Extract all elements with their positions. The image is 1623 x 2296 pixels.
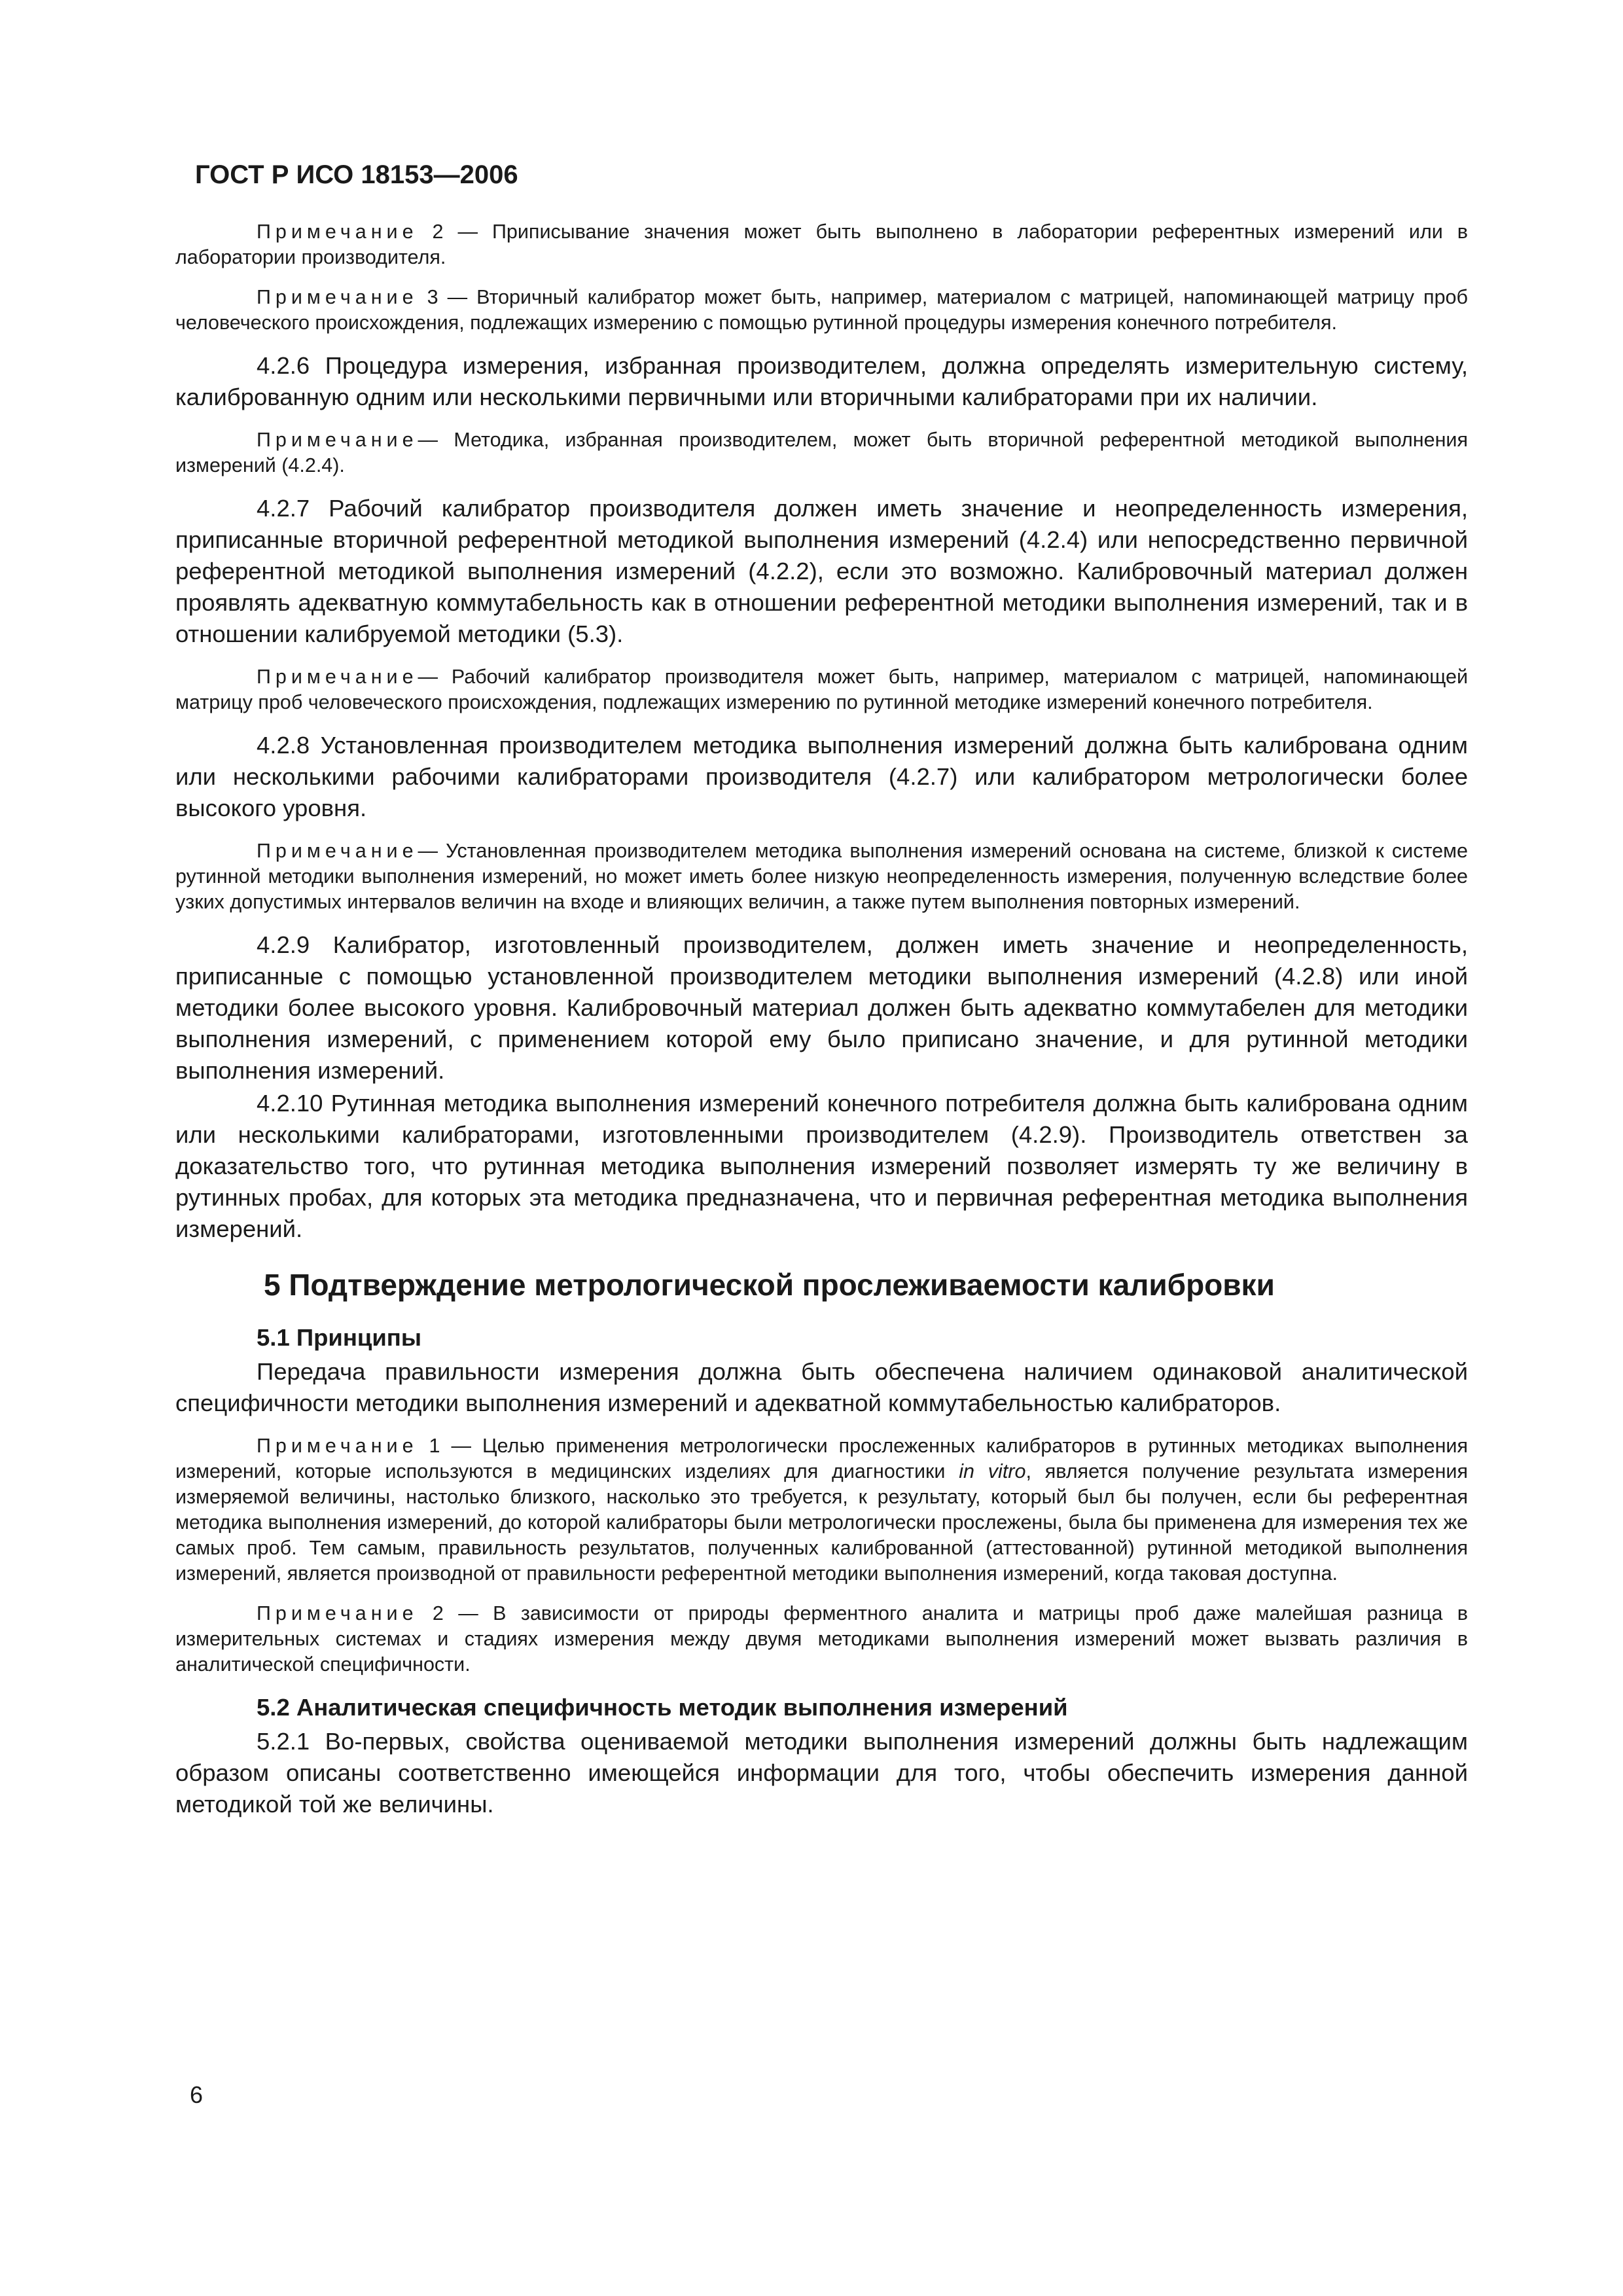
paragraph-5-2-1: 5.2.1 Во-первых, свойства оцениваемой методики выполнения измерений должны быть надлежащим образом описаны соответственно имеющейся информации для того, чтобы обеспечить измерения данной методикой той же величины. [175, 1728, 1468, 1818]
paragraph-4-2-10: 4.2.10 Рутинная методика выполнения измерений конечного потребителя должна быть калибрована одним или несколькими калибраторами, изготовленными производителем (4.2.9). Производитель ответствен за доказательство того, что рутинная методика выполнения измерений позволяет измерять ту же величину в рутинных пробах, для которых эта методика предназначена, что и первичная референтная методика выполнения измерений. [175, 1090, 1468, 1242]
paragraph-4-2-9: 4.2.9 Калибратор, изготовленный производителем, должен иметь значение и неопределенность, приписанные с помощью установленной производителем методики выполнения измерений (4.2.8) или иной методики более высокого уровня. Калибровочный материал должен быть адекватно коммутабелен для методики выполнения измерений, с применением которой ему было приписано значение, и для рутинной методики выполнения измерений. [175, 931, 1468, 1084]
note-working-calibrator: Примечание— Рабочий калибратор производителя может быть, например, материалом с матрицей, напоминающей матрицу проб человеческого происхождения, подлежащих измерению по рутинной методике измерений конечного потребителя. [175, 666, 1468, 713]
page-number: 6 [190, 2081, 204, 2108]
note-1-purpose: Примечание 1 — Целью применения метрологически прослеженных калибраторов в рутинных методиках выполнения измерений, которые используются в медицинских изделиях для диагностики in vitro, является получение результата измерения измеряемой величины, настолько близкого, насколько это требуется, к результату, который был бы получен, если бы референтная методика выполнения измерений, до которой калибраторы были метрологически прослежены, была бы применена для измерения тех же самых проб. Тем самым, правильность результатов, полученных калиброванной (аттестованной) рутинной методикой выполнения измерений, является производной от правильности референтной методики выполнения измерений, когда таковая доступна. [175, 1435, 1468, 1585]
section-5-heading: 5 Подтверждение метрологической прослеживаемости калибровки [264, 1268, 1275, 1302]
note-2-enzyme-analyte: Примечание 2 — В зависимости от природы ферментного аналита и матрицы проб даже малейшая разница в измерительных системах и стадиях измерения между двумя методиками выполнения измерений может вызвать различия в аналитической специфичности. [175, 1602, 1468, 1676]
note-method-selected: Примечание— Методика, избранная производителем, может быть вторичной референтной методикой выполнения измерений (4.2.4). [175, 429, 1468, 476]
subsection-5-1-heading: 5.1 Принципы [257, 1324, 421, 1351]
paragraph-4-2-8: 4.2.8 Установленная производителем методика выполнения измерений должна быть калибрована одним или несколькими рабочими калибраторами производителя (4.2.7) или калибратором метрологически более высокого уровня. [175, 732, 1468, 821]
note-3-secondary-calibrator: Примечание 3 — Вторичный калибратор может быть, например, материалом с матрицей, напоминающей матрицу проб человеческого происхождения, подлежащих измерению с помощью рутинной процедуры измерения конечного потребителя. [175, 286, 1468, 334]
document-header: ГОСТ Р ИСО 18153—2006 [195, 160, 518, 189]
paragraph-4-2-7: 4.2.7 Рабочий калибратор производителя должен иметь значение и неопределенность измерения, приписанные вторичной референтной методикой выполнения измерений (4.2.4) или непосредственно первичной референтной методикой выполнения измерений (4.2.2), если это возможно. Калибровочный материал должен проявлять адекватную коммутабельность как в отношении референтной методики выполнения измерений, так и в отношении калибруемой методики (5.3). [175, 495, 1468, 647]
subsection-5-2-heading: 5.2 Аналитическая специфичность методик выполнения измерений [257, 1694, 1068, 1721]
note-2-value-assignment: Примечание 2 — Приписывание значения может быть выполнено в лаборатории референтных измерений или в лаборатории производителя. [175, 221, 1468, 268]
paragraph-5-1: Передача правильности измерения должна быть обеспечена наличием одинаковой аналитической специфичности методики выполнения измерений и адекватной коммутабельностью калибраторов. [175, 1358, 1468, 1416]
paragraph-4-2-6: 4.2.6 Процедура измерения, избранная производителем, должна определять измерительную систему, калиброванную одним или несколькими первичными или вторичными калибраторами при их наличии. [175, 352, 1468, 410]
note-established-method: Примечание— Установленная производителем методика выполнения измерений основана на системе, близкой к системе рутинной методики выполнения измерений, но может иметь более низкую неопределенность измерения, полученную вследствие более узких допустимых интервалов величин на входе и влияющих величин, а также путем выполнения повторных измерений. [175, 840, 1468, 913]
document-body [175, 219, 1468, 1835]
